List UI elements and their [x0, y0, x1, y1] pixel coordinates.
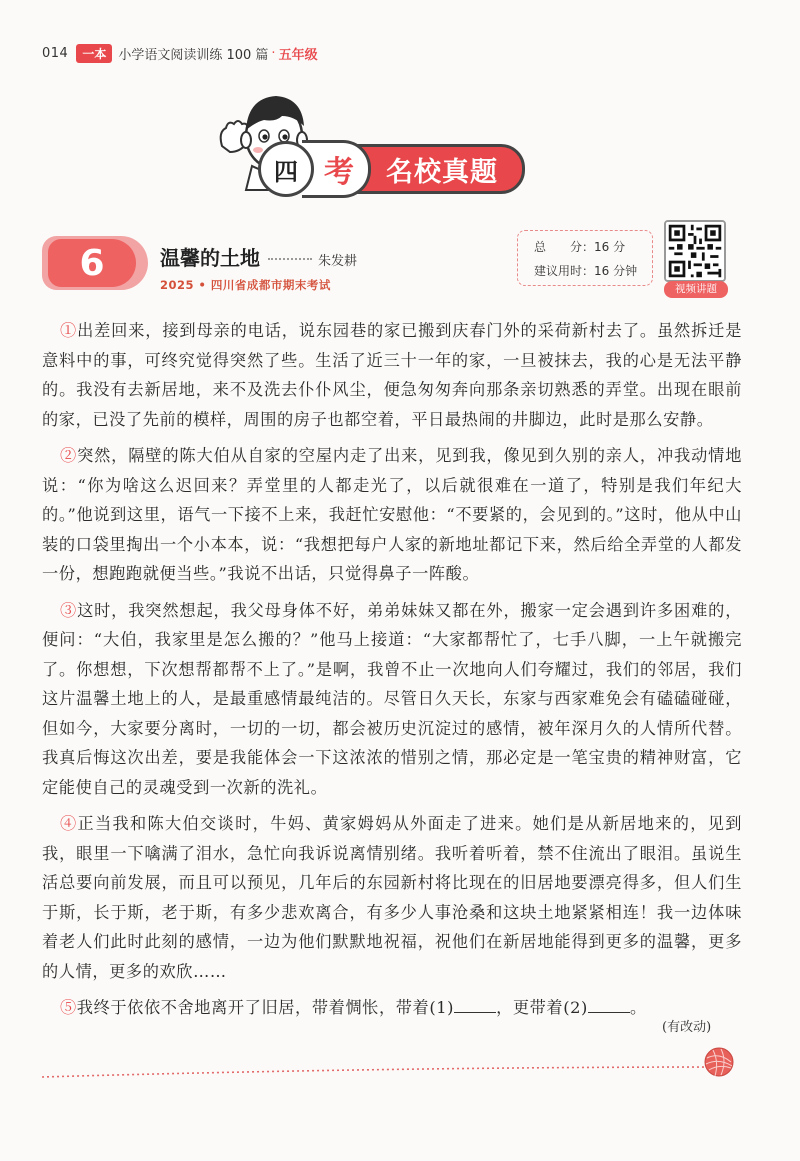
paragraph-text: ，更带着(2) — [496, 998, 588, 1017]
lesson-source: 2025 • 四川省成都市期末考试 — [160, 278, 331, 292]
total-score: 总 分：16 分 — [534, 240, 626, 254]
paragraph-2 — [42, 441, 742, 589]
paragraph-text: 。 — [629, 998, 647, 1017]
lesson-author: 朱发耕 — [318, 254, 358, 269]
video-lesson-label[interactable]: 视频讲题 — [664, 281, 728, 298]
lesson-number: 6 — [48, 239, 136, 287]
lesson-title: 温馨的土地 — [160, 246, 260, 270]
answer-blank-2[interactable] — [588, 998, 630, 1013]
decorative-dotted-line — [40, 1045, 740, 1085]
section-banner — [258, 143, 525, 195]
book-title: 小学语文阅读训练 100 篇 — [118, 47, 269, 63]
grade-label: 五年级 — [278, 47, 318, 63]
answer-blank-1[interactable] — [454, 998, 496, 1013]
lesson-title-line — [160, 242, 357, 271]
adaptation-note: (有改动) — [662, 1020, 712, 1035]
paragraph-4 — [42, 809, 742, 986]
article-body — [42, 316, 742, 1023]
page-number: 014 — [42, 45, 69, 61]
paragraph-text: 这时，我突然想起，我父母身体不好，弟弟妹妹又都在外，搬家一定会遇到许多困难的，便问：“大伯，我家里是怎么搬的？”他马上接道：“大家都帮忙了，七手八脚，一上午就搬完了。你想想，下次想帮都帮不上了。”是啊，我曾不止一次地向人们夸耀过，我们的邻居，我们这片温馨土地上的人，是最重感情最纯洁的。尽管日久天长，东家与西家难免会有磕磕碰碰，但如今，大家要分离时，一切的一切，都会被历史沉淀过的感情，被年深月久的人情所代替。我真后悔这次出差，要是我能体会一下这浓浓的惜别之情，那必定是一笔宝贵的精神财富，它定能使自己的灵魂受到一次新的洗礼。 — [42, 600, 742, 797]
banner-kao-char: 考 — [302, 140, 371, 198]
paragraph-text: 正当我和陈大伯交谈时，牛妈、黄家姆妈从外面走了进来。她们是从新居地来的，见到我，眼里一下噙满了泪水，急忙向我诉说离情别绪。我听着听着，禁不住流出了眼泪。虽说生活总要向前发展，而且可以预见，几年后的东园新村将比现在的旧居地要漂亮得多，但人们生于斯，长于斯，老于斯，有多少悲欢离合，有多少人事沧桑和这块土地紧紧相连！我一边体味着老人们此时此刻的感情，一边为他们默默地祝福，祝他们在新居地能得到更多的温馨，更多的人情，更多的欢欣…… — [42, 814, 743, 981]
paragraph-number: ⑤ — [60, 998, 77, 1017]
brand-badge: 一本 — [76, 44, 112, 63]
title-dotted-leader — [268, 258, 312, 260]
banner-circle-char: 四 — [258, 141, 314, 197]
yarn-ball-icon — [703, 1046, 735, 1078]
paragraph-5 — [42, 993, 742, 1023]
paragraph-number: ② — [60, 446, 78, 465]
paragraph-text: 突然，隔壁的陈大伯从自家的空屋内走了出来，见到我，像见到久别的亲人，冲我动情地说：“你为啥这么迟回来？弄堂里的人都走光了，以后就很难在一道了，特别是我们年纪大的。”他说到这里，语气一下接不上来，我赶忙安慰他：“不要紧的，会见到的。”这时，他从中山装的口袋里掏出一个小本本，说：“我想把每户人家的新地址都记下来，然后给全弄堂的人都发一份，想跑跑就便当些。”我说不出话，只觉得鼻子一阵酸。 — [42, 446, 742, 583]
paragraph-1 — [42, 316, 742, 434]
banner-title: 名校真题 — [357, 144, 525, 194]
suggested-time: 建议用时：16 分钟 — [534, 264, 638, 278]
paragraph-3 — [42, 596, 742, 803]
paragraph-text: 出差回来，接到母亲的电话，说东园巷的家已搬到庆春门外的采荷新村去了。虽然拆迁是意料中的事，可终究觉得突然了些。生活了近三十一年的家，一旦被抹去，我的心是无法平静的。我没有去新居地，来不及洗去仆仆风尘，便急匆匆奔向那条亲切熟悉的弄堂。出现在眼前的家，已没了先前的模样，周围的房子也都空着，平日最热闹的井脚边，此时是那么安静。 — [42, 321, 742, 429]
running-header — [42, 42, 318, 64]
qr-code-icon[interactable] — [664, 220, 726, 282]
paragraph-text: 我终于依依不舍地离开了旧居，带着惆怅，带着(1) — [76, 998, 455, 1017]
paragraph-number: ③ — [60, 600, 78, 620]
header-separator: · — [271, 45, 276, 61]
score-info-box — [517, 230, 653, 286]
paragraph-number: ① — [60, 321, 78, 340]
lesson-number-badge — [42, 236, 148, 290]
paragraph-number: ④ — [60, 814, 78, 833]
